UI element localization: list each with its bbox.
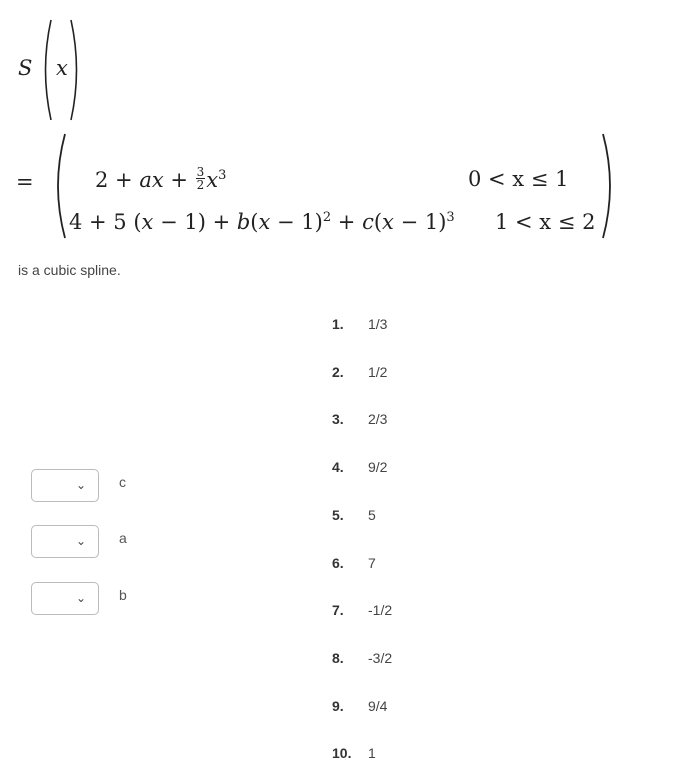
case-2-condition: 1 < x ≤ 2 bbox=[495, 210, 596, 234]
option-item: 3. 2/3 bbox=[332, 411, 388, 427]
fraction: $\frac{3}{2}$ bbox=[196, 165, 205, 192]
match-label-c: c bbox=[119, 474, 126, 490]
option-item: 7. -1/2 bbox=[332, 602, 393, 618]
option-item: 8. -3/2 bbox=[332, 650, 393, 666]
big-left-paren-icon bbox=[48, 132, 68, 240]
match-select-b[interactable] bbox=[31, 582, 99, 615]
case-1-expression: 2 + ax + $\frac{3}{2}$ $x^3$ bbox=[95, 165, 227, 192]
piecewise-definition bbox=[16, 132, 626, 242]
big-right-paren-icon bbox=[600, 132, 620, 240]
match-select-a[interactable] bbox=[31, 525, 99, 558]
option-item: 6. 7 bbox=[332, 555, 376, 571]
function-argument: x bbox=[56, 56, 68, 80]
option-item: 9. 9/4 bbox=[332, 698, 388, 714]
option-item: 1. 1/3 bbox=[332, 316, 388, 332]
match-label-b: b bbox=[119, 587, 127, 603]
left-paren-icon bbox=[38, 18, 54, 122]
option-item: 10. 1 bbox=[332, 745, 376, 761]
case-1-condition: 0 < x ≤ 1 bbox=[468, 167, 569, 191]
chevron-down-icon: ⌄ bbox=[75, 591, 86, 605]
match-select-c[interactable] bbox=[31, 469, 99, 502]
caption-text: is a cubic spline. bbox=[18, 262, 121, 278]
chevron-down-icon: ⌄ bbox=[75, 478, 86, 492]
equals-sign: = bbox=[16, 170, 34, 194]
function-symbol: S bbox=[18, 56, 33, 80]
match-label-a: a bbox=[119, 530, 127, 546]
case-2-expression: 4 + 5 $(x - 1) + b(x - 1)^2 + c(x - 1)^3$ bbox=[69, 210, 455, 234]
option-item: 5. 5 bbox=[332, 507, 376, 523]
right-paren-icon bbox=[68, 18, 84, 122]
option-item: 2. 1/2 bbox=[332, 364, 388, 380]
option-item: 4. 9/2 bbox=[332, 459, 388, 475]
chevron-down-icon: ⌄ bbox=[75, 534, 86, 548]
